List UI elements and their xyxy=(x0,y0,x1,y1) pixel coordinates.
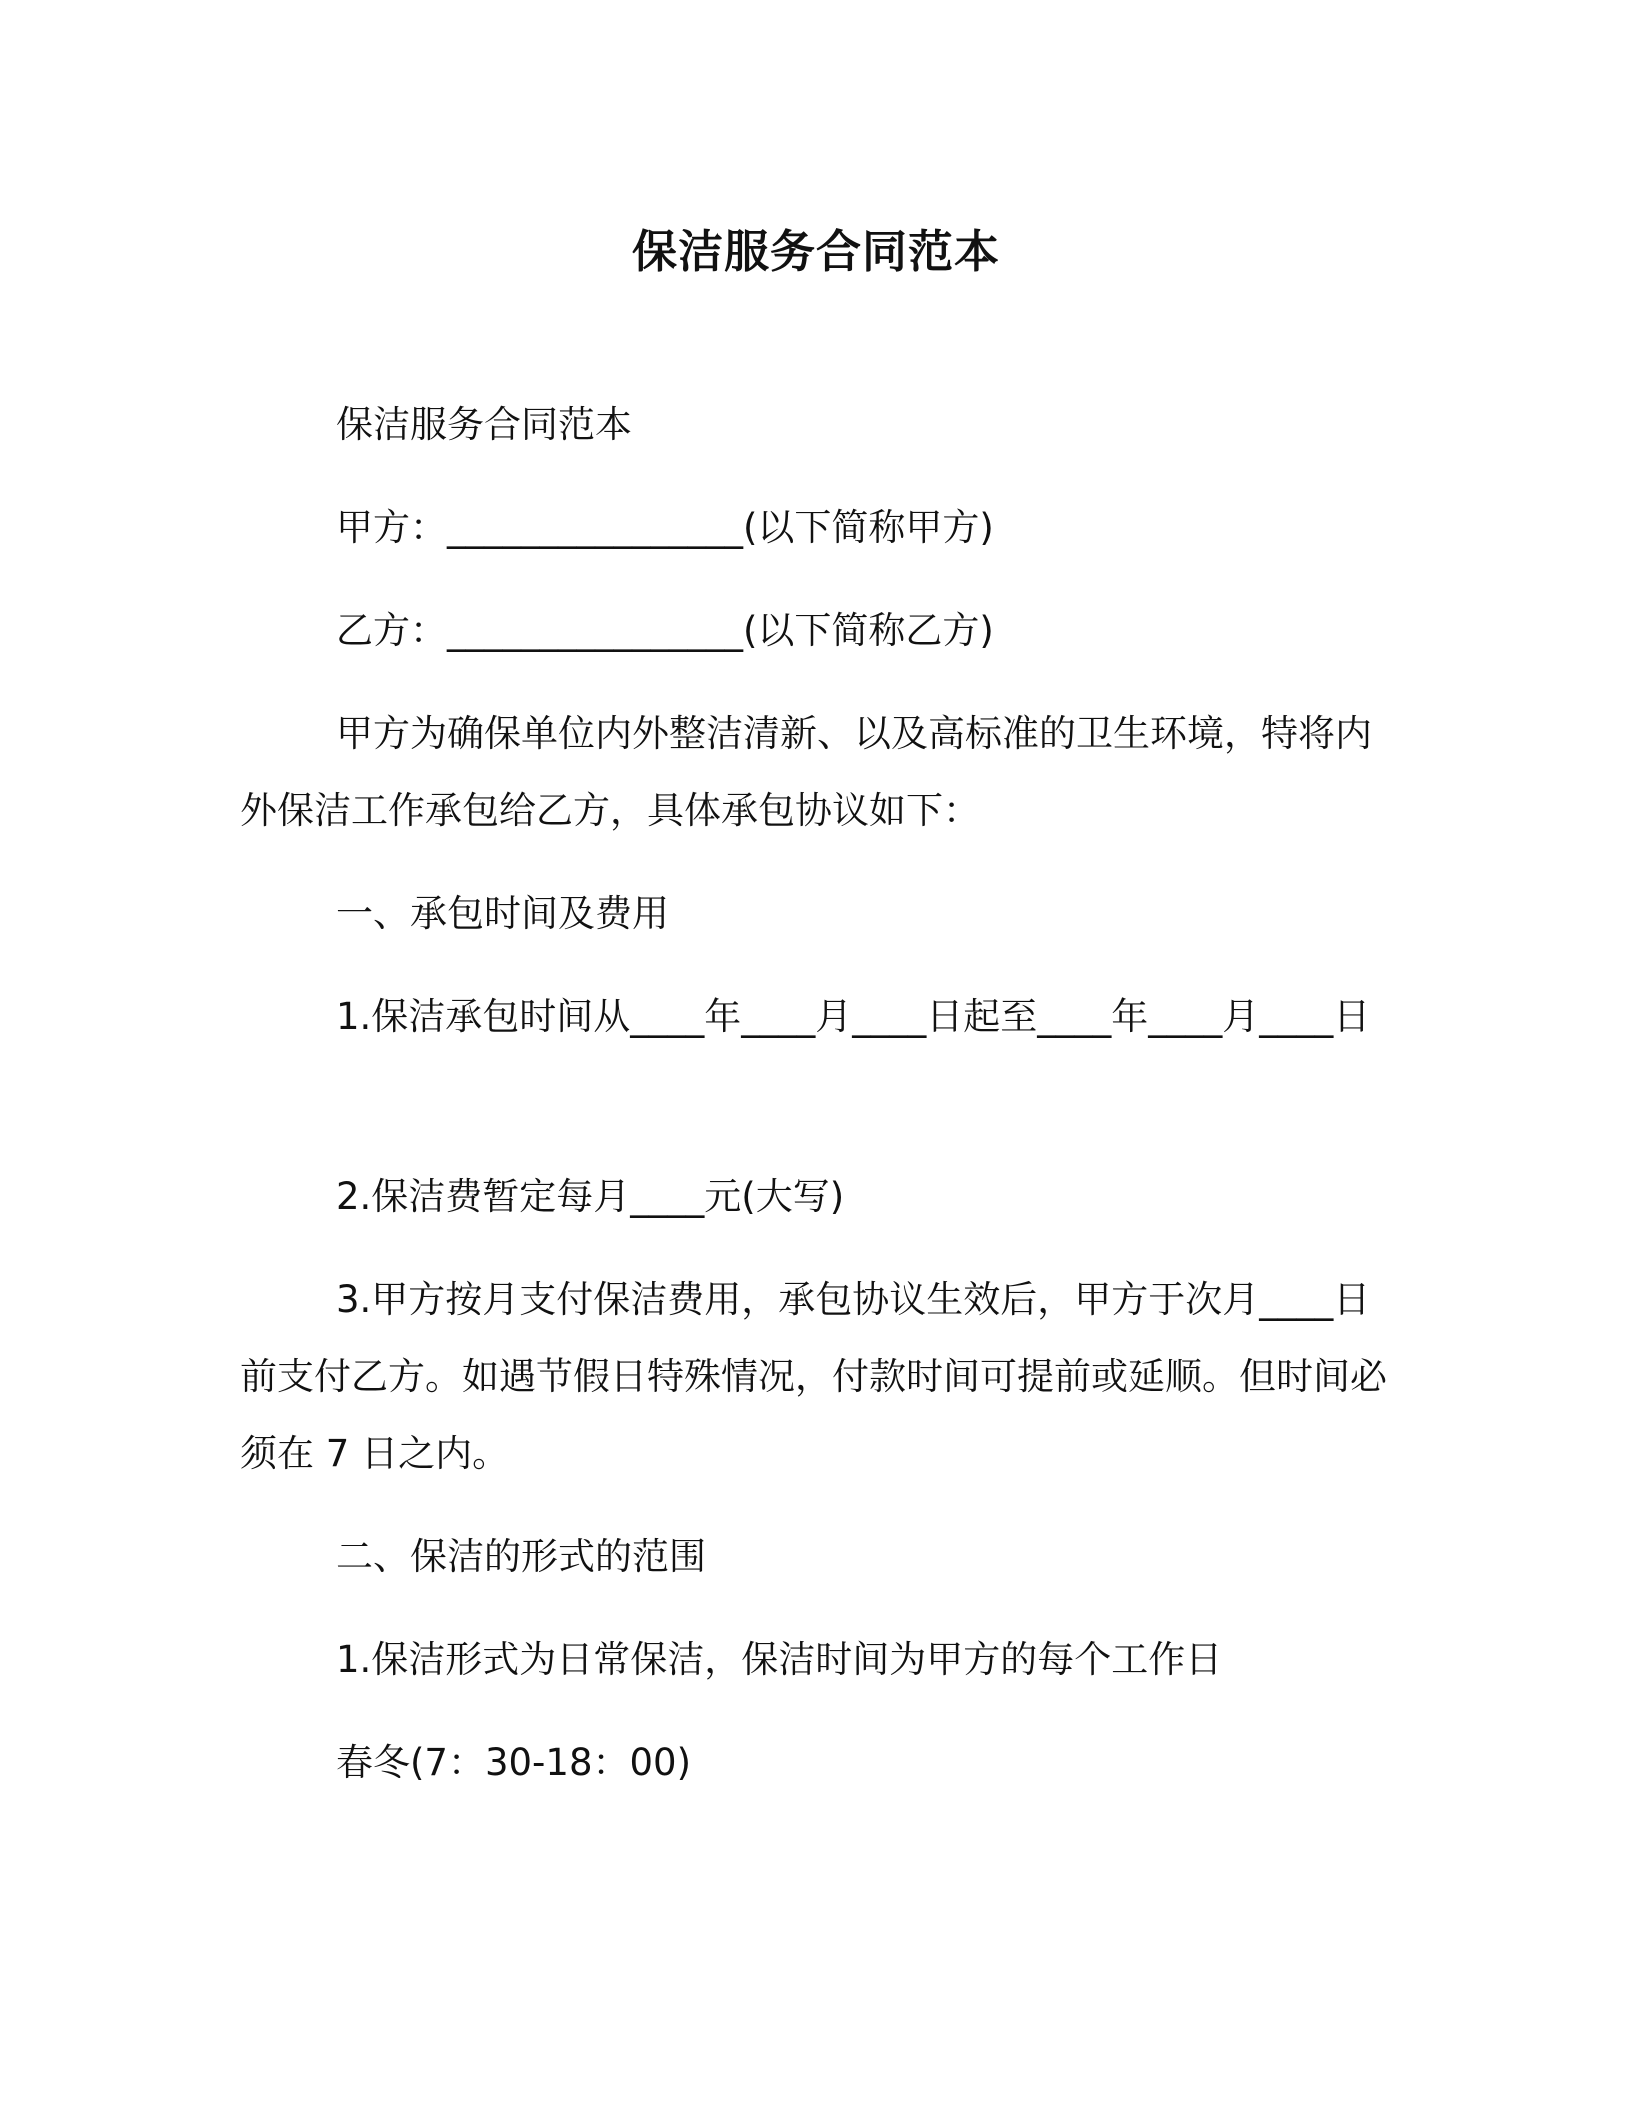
paragraph-party-b: 乙方：________________(以下简称乙方) xyxy=(336,609,994,652)
paragraph-party-a: 甲方：________________(以下简称甲方) xyxy=(336,506,994,549)
section-heading-2: 二、保洁的形式的范围 xyxy=(336,1535,706,1578)
clause-1-3: 3.甲方按月支付保洁费用，承包协议生效后，甲方于次月____日前支付乙方。如遇节假日特殊情况，付款时间可提前或延顺。但时间必须在 7 日之内。 xyxy=(240,1278,1387,1475)
section-heading-1: 一、承包时间及费用 xyxy=(336,892,669,935)
clause-2-1: 1.保洁形式为日常保洁，保洁时间为甲方的每个工作日 xyxy=(336,1638,1223,1681)
paragraph-intro: 甲方为确保单位内外整洁清新、以及高标准的卫生环境，特将内外保洁工作承包给乙方，具体承包协议如下： xyxy=(240,712,1372,832)
document-title: 保洁服务合同范本 xyxy=(631,225,1000,278)
clause-2-1-schedule: 春冬(7：30-18：00) xyxy=(336,1741,692,1784)
clause-1-2: 2.保洁费暂定每月____元(大写) xyxy=(336,1175,845,1218)
paragraph-subtitle: 保洁服务合同范本 xyxy=(336,403,632,446)
clause-1-1: 1.保洁承包时间从____年____月____日起至____年____月____日 xyxy=(336,995,1371,1038)
